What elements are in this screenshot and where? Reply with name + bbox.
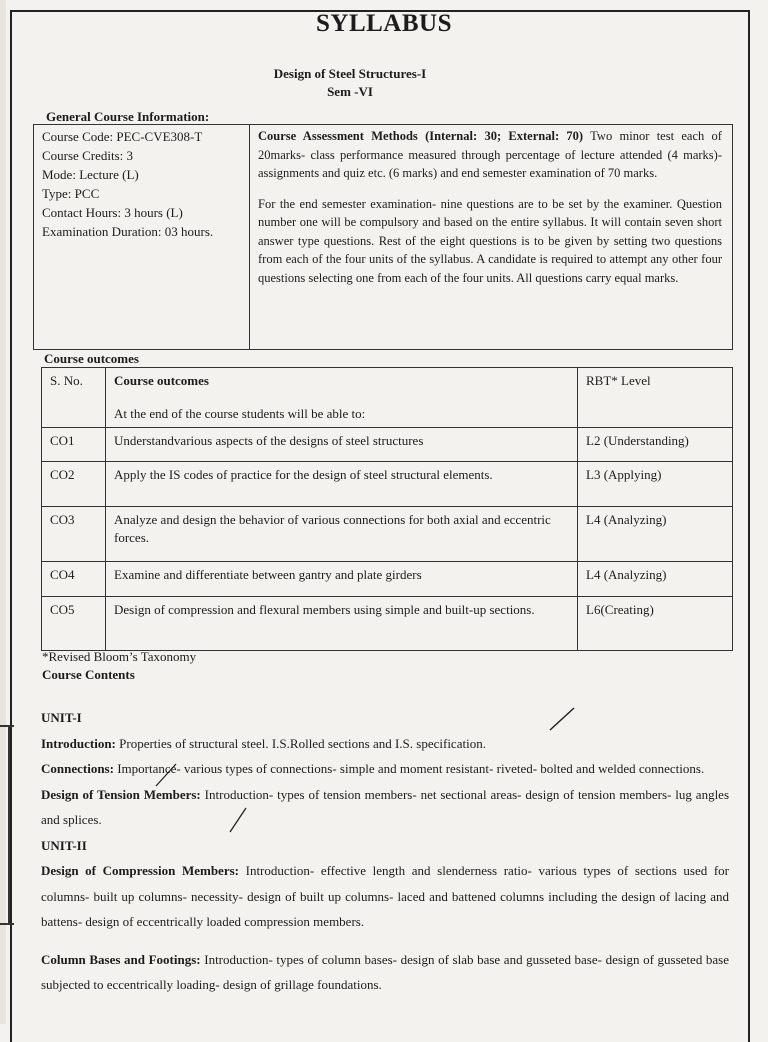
- intro-paragraph: [41, 731, 729, 757]
- row-sno: CO5: [42, 597, 106, 651]
- tension-text: Introduction- types of tension members- net sectional areas- design of tension members- lug angles and splices.: [41, 786, 730, 827]
- row-level: L4 (Analyzing): [578, 562, 733, 597]
- header-sno: S. No.: [42, 368, 106, 428]
- exam-paragraph: For the end semester examination- nine questions are to be set by the examiner. Question number one will be compulsory and based on the entire syllabus. It will contain seven short answer type questions. Rest of the eight questions is to be given by setting two questions from each of the four units of the syllabus. A candidate is required to attempt any other four questions selecting one from each of the four units. All questions carry equal marks.: [258, 196, 722, 285]
- general-info-box: [33, 124, 733, 350]
- divider: [249, 125, 250, 349]
- header-outcome-label: Course outcomes: [114, 373, 209, 388]
- unit-2-heading: UNIT-II: [41, 837, 87, 853]
- pen-slash-mark: [154, 762, 178, 788]
- compression-label: Design of Compression Members:: [41, 863, 239, 878]
- row-level: L6(Creating): [578, 597, 733, 651]
- row-outcome: Understandvarious aspects of the designs of steel structures: [106, 428, 578, 462]
- row-level: L3 (Applying): [578, 462, 733, 507]
- course-credits: Course Credits: 3: [42, 148, 133, 163]
- intro-label: Introduction:: [41, 735, 116, 751]
- tension-paragraph: [41, 782, 729, 833]
- row-sno: CO3: [42, 507, 106, 562]
- assessment-text: Two minor test each of 20marks- class performance measured through percentage of lecture attended (4 marks)- assignments and quiz etc. (6 marks) and end semester examination of 70 marks.: [258, 129, 722, 180]
- column-bases-paragraph: [41, 947, 729, 998]
- row-sno: CO1: [42, 428, 106, 462]
- row-outcome: Apply the IS codes of practice for the design of steel structural elements.: [106, 462, 578, 507]
- table-row: [42, 562, 733, 597]
- binding-marks: [0, 725, 14, 925]
- unit-1-heading: UNIT-I: [41, 710, 82, 725]
- header-rbt: RBT* Level: [578, 368, 733, 428]
- course-contents: [41, 705, 729, 998]
- assessment-title: Course Assessment Methods (Internal: 30; External: 70): [258, 129, 584, 143]
- course-info-list: [42, 127, 213, 241]
- pen-slash-mark: [226, 806, 250, 834]
- assessment-methods: [258, 127, 722, 299]
- row-outcome: Examine and differentiate between gantry and plate girders: [106, 562, 578, 597]
- table-row: [42, 597, 733, 651]
- semester-label: Sem -VI: [327, 84, 373, 99]
- course-contents-heading: Course Contents: [42, 667, 135, 682]
- outcome-intro: At the end of the course students will be able to:: [114, 406, 366, 421]
- course-code: Course Code: PEC-CVE308-T: [42, 129, 203, 144]
- column-bases-label: Column Bases and Footings:: [41, 951, 201, 967]
- compression-text: Introduction- effective length and slenderness ratio- various types of sections used for columns- built up columns- necessity- design of built up columns- laced and battened columns including the design of lacing and battens- design of eccentrically loaded compression members.: [41, 863, 729, 929]
- header-outcome: [106, 368, 578, 428]
- table-row: [42, 507, 733, 562]
- rbt-footnote: *Revised Bloom’s Taxonomy: [42, 649, 197, 664]
- connections-text: Importance- various types of connections- simple and moment resistant- riveted- bolted and welded connections.: [117, 761, 705, 776]
- row-outcome: Analyze and design the behavior of various connections for both axial and eccentric forces.: [106, 507, 578, 562]
- row-outcome: Design of compression and flexural members using simple and built-up sections.: [106, 597, 578, 651]
- page-title: SYLLABUS: [316, 10, 452, 37]
- table-header-row: [42, 368, 733, 428]
- assessment-paragraph: [258, 127, 722, 183]
- table-row: [42, 462, 733, 507]
- row-sno: CO4: [42, 562, 106, 597]
- course-outcomes-table: [41, 367, 733, 651]
- contact-hours: Contact Hours: 3 hours (L): [42, 205, 183, 220]
- pen-tick-mark: [548, 706, 576, 732]
- row-level: L2 (Understanding): [578, 428, 733, 462]
- tension-label: Design of Tension Members:: [41, 786, 201, 802]
- connections-label: Connections:: [41, 761, 114, 776]
- course-outcomes-heading: Course outcomes: [44, 351, 139, 366]
- column-bases-text: Introduction- types of column bases- design of slab base and gusseted base- design of gusseted base subjected to eccentrically loading- design of grillage foundations.: [41, 951, 730, 992]
- intro-text: Properties of structural steel. I.S.Rolled sections and I.S. specification.: [119, 735, 486, 751]
- general-info-heading: General Course Information:: [46, 109, 210, 124]
- row-sno: CO2: [42, 462, 106, 507]
- course-type: Type: PCC: [42, 186, 100, 201]
- course-mode: Mode: Lecture (L): [42, 167, 139, 182]
- connections-paragraph: [41, 756, 729, 782]
- table-row: [42, 428, 733, 462]
- subject-title: Design of Steel Structures-I: [273, 66, 427, 81]
- exam-duration: Examination Duration: 03 hours.: [42, 224, 214, 239]
- compression-paragraph: [41, 858, 729, 935]
- row-level: L4 (Analyzing): [578, 507, 733, 562]
